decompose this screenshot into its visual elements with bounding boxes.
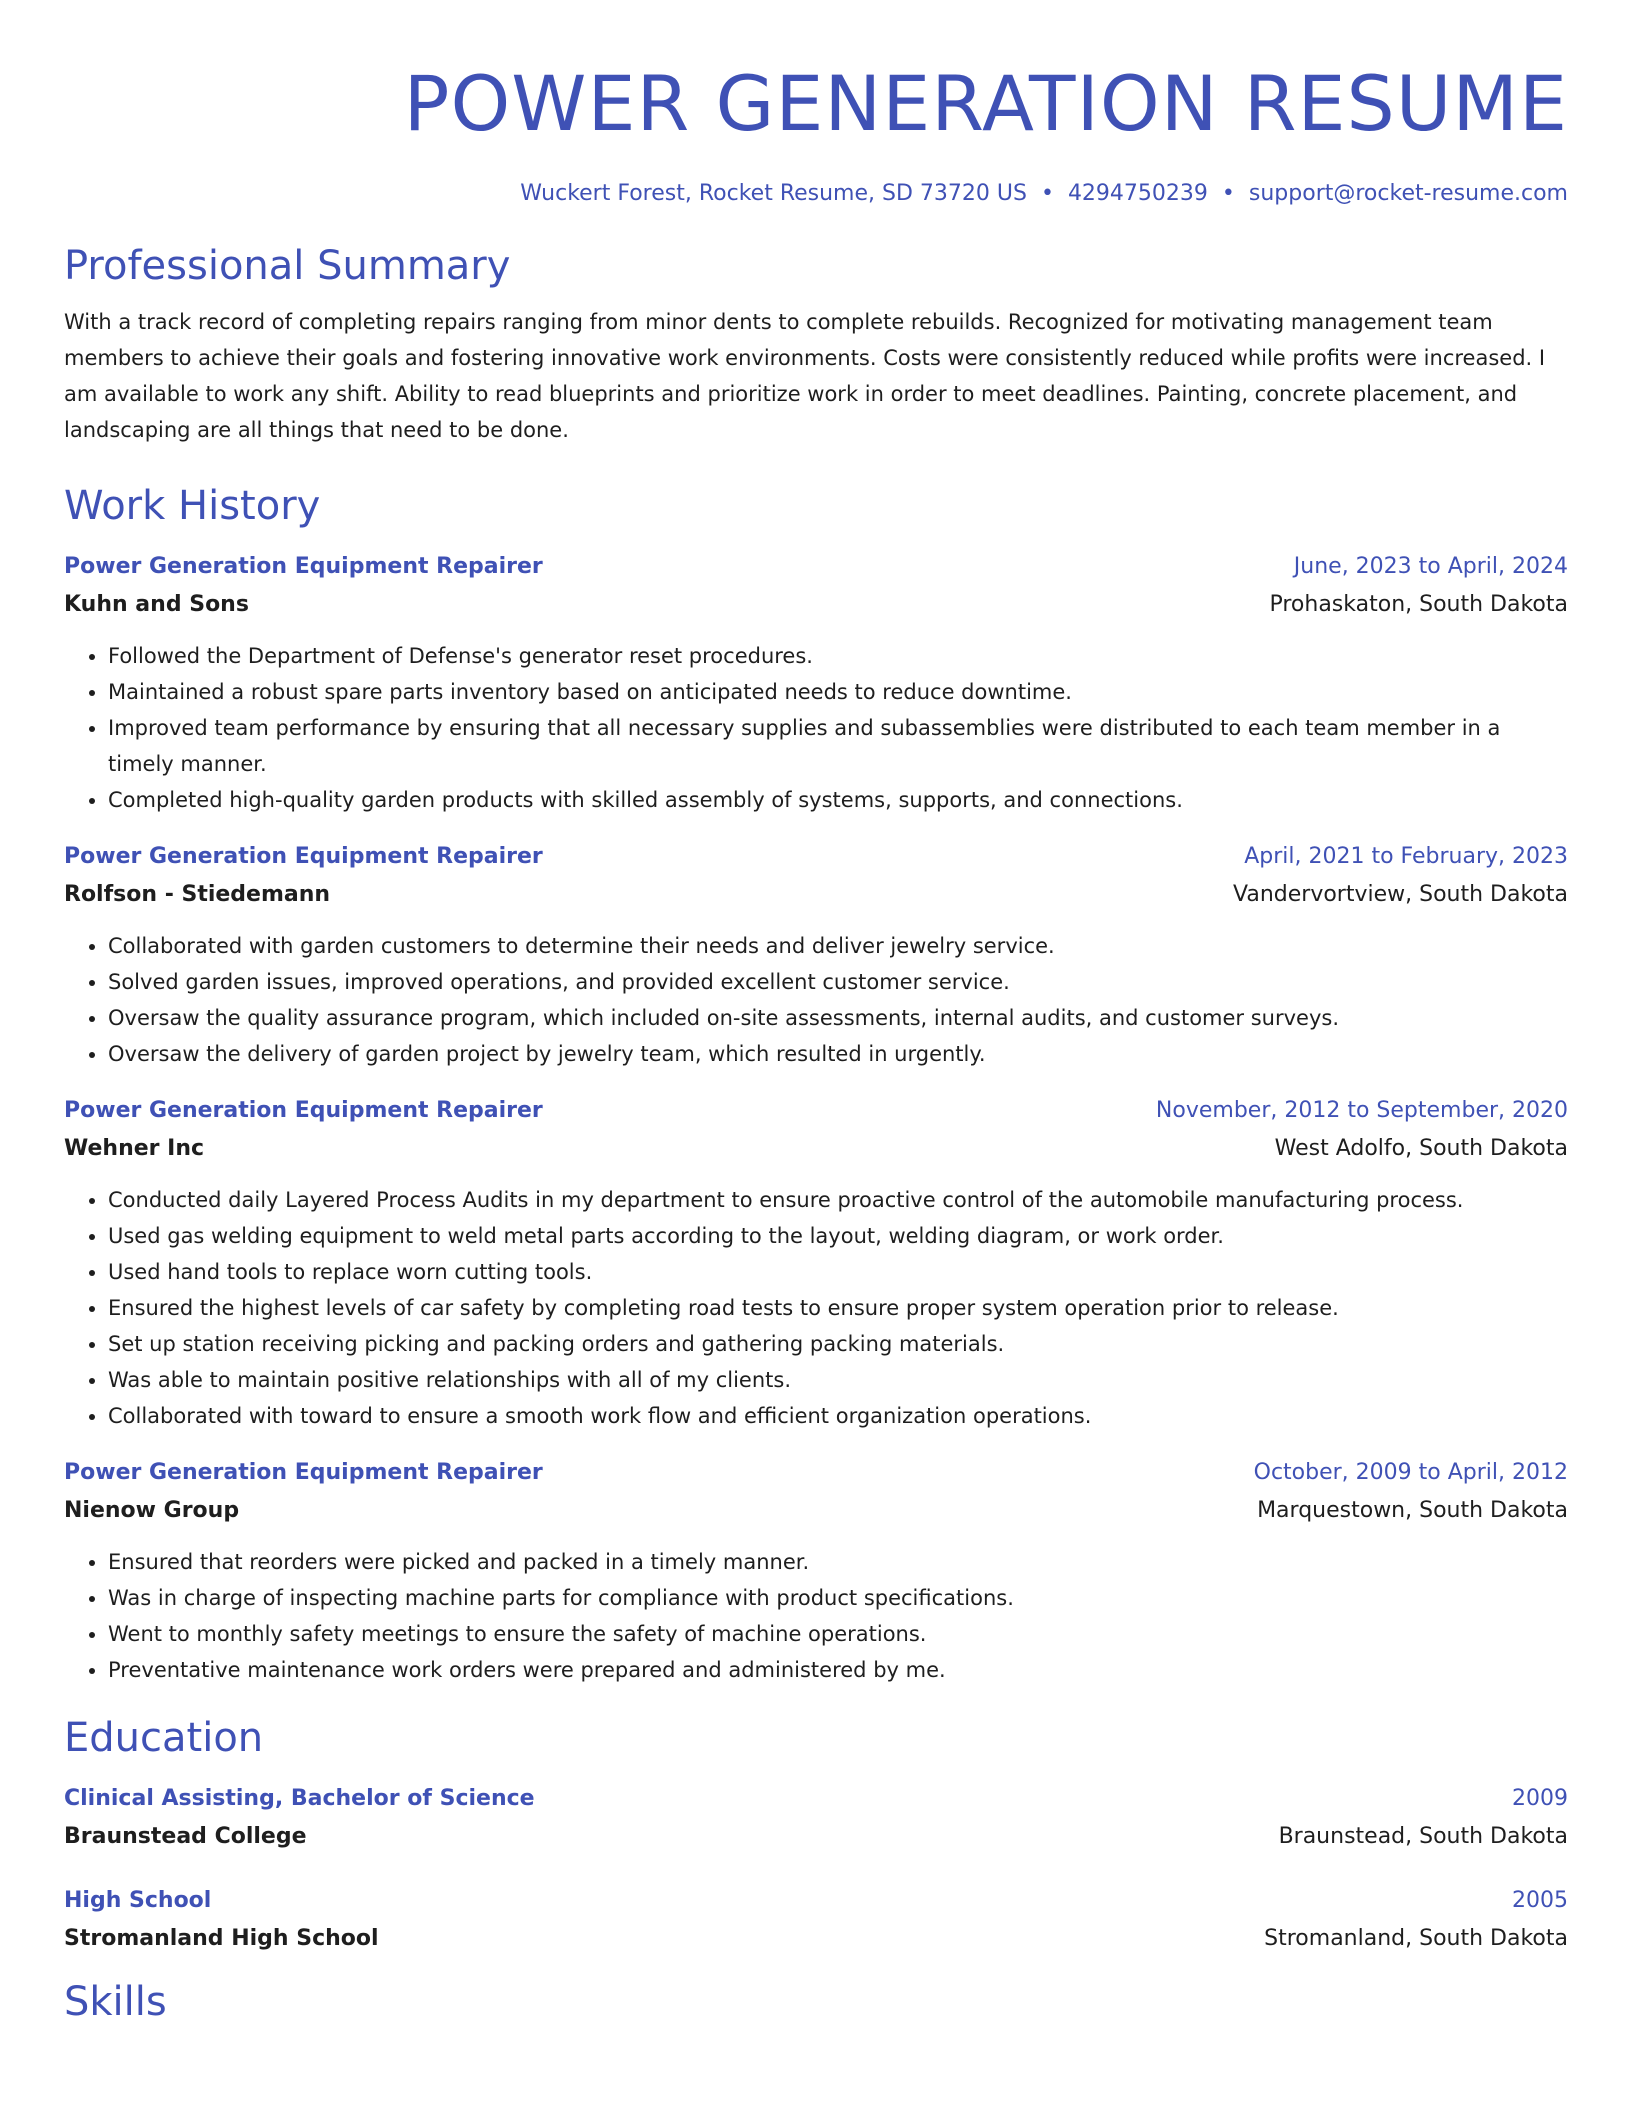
job-title: Power Generation Equipment Repairer (64, 554, 543, 579)
job-duties (64, 1544, 1568, 1688)
duty-item: • Used hand tools to replace worn cutting tools. (108, 1254, 1568, 1290)
education-heading: Education (64, 1715, 264, 1761)
job-location: West Adolfo, South Dakota (1274, 1136, 1568, 1161)
duty-item: • Maintained a robust spare parts inventory based on anticipated needs to reduce downtime. (108, 674, 1568, 710)
graduation-year: 2009 (1512, 1786, 1568, 1811)
duty-item: • Collaborated with toward to ensure a smooth work flow and efficient organization operations. (108, 1398, 1568, 1434)
skills-heading: Skills (64, 1979, 167, 2025)
job-location: Marquestown, South Dakota (1257, 1498, 1568, 1523)
contact-phone[interactable]: 4294750239 (1067, 181, 1208, 206)
school-location: Braunstead, South Dakota (1278, 1824, 1568, 1849)
job-entry (64, 1092, 1568, 1434)
resume-title: POWER GENERATION RESUME (403, 59, 1568, 148)
summary-text: With a track record of completing repairs ranging from minor dents to complete rebuilds. Recognized for motivating management team members to achieve their goals and fostering innovative work environments. Costs were consistently reduced while profits were increased. I am available to work any shift. Ability to read blueprints and prioritize work in order to meet deadlines. Painting, concrete placement, and landscaping are all things that need to be done. (64, 310, 1546, 442)
contact-separator: • (1040, 181, 1054, 206)
job-title: Power Generation Equipment Repairer (64, 1098, 543, 1123)
duty-item: • Was in charge of inspecting machine parts for compliance with product specifications. (108, 1580, 1568, 1616)
job-location: Prohaskaton, South Dakota (1269, 592, 1568, 617)
duty-item: • Set up station receiving picking and packing orders and gathering packing materials. (108, 1326, 1568, 1362)
job-entry (64, 548, 1568, 818)
job-dates: November, 2012 to September, 2020 (1155, 1098, 1568, 1123)
school-name: Braunstead College (64, 1824, 307, 1849)
job-title: Power Generation Equipment Repairer (64, 1460, 543, 1485)
duty-item: • Ensured that reorders were picked and packed in a timely manner. (108, 1544, 1568, 1580)
company-name: Nienow Group (64, 1498, 240, 1523)
job-title: Power Generation Equipment Repairer (64, 844, 543, 869)
resume-header (64, 0, 1568, 210)
education-entry (64, 1882, 1568, 1958)
work-history-heading: Work History (64, 483, 321, 529)
duty-item: • Oversaw the delivery of garden project by jewelry team, which resulted in urgently. (108, 1036, 1568, 1072)
job-dates: April, 2021 to February, 2023 (1244, 844, 1568, 869)
job-entry (64, 838, 1568, 1072)
company-name: Kuhn and Sons (64, 592, 249, 617)
graduation-year: 2005 (1512, 1888, 1568, 1913)
contact-email[interactable]: support@rocket-resume.com (1248, 181, 1568, 206)
job-duties (64, 638, 1568, 818)
job-location: Vandervortview, South Dakota (1233, 882, 1568, 907)
duty-item: • Completed high-quality garden products with skilled assembly of systems, supports, and connections. (108, 782, 1568, 818)
company-name: Rolfson - Stiedemann (64, 882, 331, 907)
duty-item: • Followed the Department of Defense's generator reset procedures. (108, 638, 1568, 674)
education-entry (64, 1780, 1568, 1856)
contact-address: Wuckert Forest, Rocket Resume, SD 73720 US (520, 181, 1027, 206)
duty-item: • Collaborated with garden customers to determine their needs and deliver jewelry service. (108, 928, 1568, 964)
job-duties (64, 928, 1568, 1072)
duty-item: • Oversaw the quality assurance program, which included on-site assessments, internal audits, and customer surveys. (108, 1000, 1568, 1036)
job-entry (64, 1454, 1568, 1688)
resume-page (64, 0, 1568, 2030)
duty-item: • Went to monthly safety meetings to ensure the safety of machine operations. (108, 1616, 1568, 1652)
summary-heading: Professional Summary (64, 243, 511, 289)
duty-item: • Used gas welding equipment to weld metal parts according to the layout, welding diagram, or work order. (108, 1218, 1568, 1254)
job-dates: October, 2009 to April, 2012 (1253, 1460, 1568, 1485)
duty-item: • Solved garden issues, improved operations, and provided excellent customer service. (108, 964, 1568, 1000)
school-location: Stromanland, South Dakota (1264, 1926, 1568, 1951)
company-name: Wehner Inc (64, 1136, 205, 1161)
contact-separator: • (1221, 181, 1235, 206)
job-duties (64, 1182, 1568, 1434)
contact-line (64, 178, 1568, 210)
duty-item: • Conducted daily Layered Process Audits in my department to ensure proactive control of the automobile manufacturing process. (108, 1182, 1568, 1218)
degree-title: Clinical Assisting, Bachelor of Science (64, 1786, 535, 1811)
degree-title: High School (64, 1888, 212, 1913)
job-dates: June, 2023 to April, 2024 (1293, 554, 1568, 579)
duty-item: • Ensured the highest levels of car safety by completing road tests to ensure proper system operation prior to release. (108, 1290, 1568, 1326)
duty-item: • Preventative maintenance work orders were prepared and administered by me. (108, 1652, 1568, 1688)
school-name: Stromanland High School (64, 1926, 379, 1951)
duty-item: • Improved team performance by ensuring that all necessary supplies and subassemblies were distributed to each team member in a timely manner. (108, 710, 1568, 782)
duty-item: • Was able to maintain positive relationships with all of my clients. (108, 1362, 1568, 1398)
